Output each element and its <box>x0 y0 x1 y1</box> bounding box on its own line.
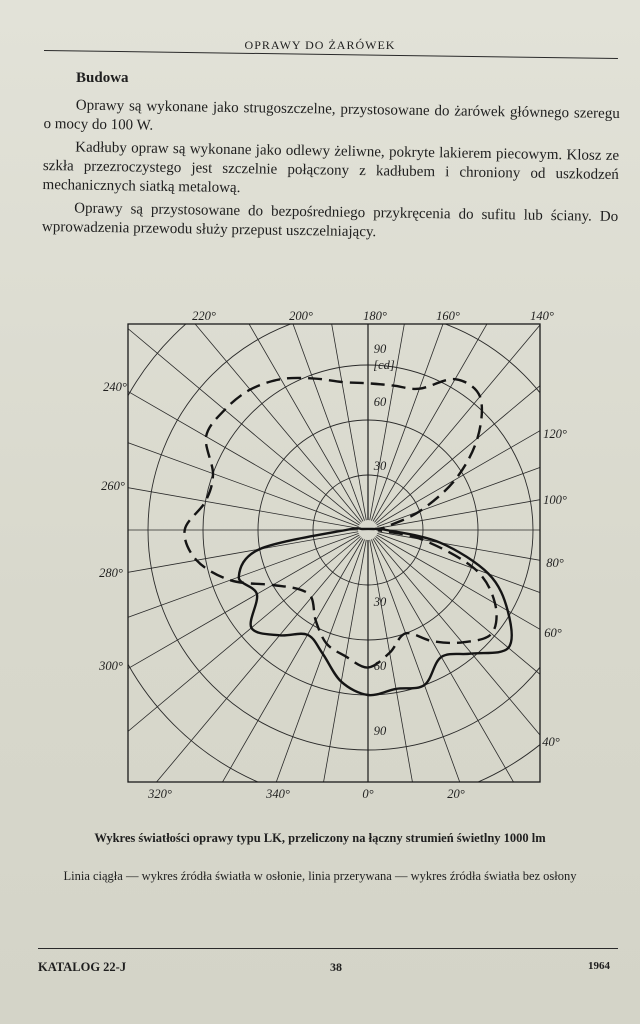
radial-gridline <box>108 300 368 530</box>
radial-gridline <box>368 440 640 530</box>
catalog-label: KATALOG 22-J <box>38 960 127 974</box>
polar-chart-svg <box>0 300 640 820</box>
series-dashed-curve <box>184 378 496 668</box>
angle-tick-label: 140° <box>530 309 554 323</box>
angle-tick-label: 220° <box>192 309 216 323</box>
figure-caption-note: Linia ciągła — wykres źródła światła w osłonie, linia przerywana — wykres źródła światła bez osłony <box>63 869 577 883</box>
angle-tick-label: 0° <box>362 787 374 801</box>
angle-tick-label: 260° <box>101 479 125 493</box>
angle-tick-label: 280° <box>99 566 123 580</box>
radial-gridline <box>278 300 368 530</box>
radial-gridline <box>0 300 368 530</box>
radial-ring <box>93 300 640 805</box>
radial-gridline <box>0 530 368 820</box>
radial-tick-label: 30 <box>373 459 387 473</box>
paragraph: Kadłuby opraw są wykonane jako odlewy żeliwne, pokryte lakierem piecowym. Klosz ze szkła przezroczystego jest szczelnie połączony z kadłubem i chroniony od uszkodzeń mechanicznych siatką metalową. <box>42 139 620 197</box>
angle-tick-label: 80° <box>546 556 564 570</box>
radial-gridline <box>368 530 546 820</box>
radial-gridline <box>368 530 640 820</box>
unit-label: [cd] <box>373 358 395 372</box>
angle-tick-label: 200° <box>289 309 313 323</box>
section-heading: Budowa <box>76 70 129 86</box>
angle-tick-label: 340° <box>266 787 290 801</box>
page-number: 38 <box>330 960 342 974</box>
radial-tick-label: 60 <box>373 395 387 409</box>
angle-tick-label: 180° <box>363 309 387 323</box>
radial-gridline <box>34 300 368 530</box>
angle-tick-label: 320° <box>148 787 172 801</box>
radial-gridline <box>0 530 368 790</box>
angle-tick-label: 100° <box>543 493 567 507</box>
radial-tick-label: 60 <box>373 659 387 673</box>
paragraph: Oprawy są przystosowane do bezpośredniego przykręcenia do sufitu lub ściany. Do wprowadzenia przewodu służy przepust uszczelniający. <box>41 200 619 241</box>
radial-gridline <box>0 300 368 530</box>
paragraph: Oprawy są wykonane jako strugoszczelne, przystosowane do żarówek głównego szeregu o mocy do 100 W. <box>43 97 620 134</box>
angle-tick-label: 60° <box>544 626 562 640</box>
radial-gridline <box>278 530 368 820</box>
angle-tick-label: 300° <box>99 659 123 673</box>
radial-gridline <box>368 300 546 530</box>
running-title: OPRAWY DO ŻARÓWEK <box>244 38 396 52</box>
angle-tick-label: 20° <box>447 787 465 801</box>
angle-tick-label: 160° <box>436 309 460 323</box>
footer-rule <box>38 948 618 949</box>
angle-tick-label: 40° <box>542 735 560 749</box>
figure-caption-title: Wykres światłości oprawy typu LK, przeliczony na łączny strumień świetlny 1000 lm <box>94 831 546 845</box>
radial-tick-label: 30 <box>373 595 387 609</box>
angle-tick-label: 120° <box>543 427 567 441</box>
radial-tick-label: 90 <box>373 724 387 738</box>
polar-chart <box>0 300 640 820</box>
radial-gridline <box>368 530 640 708</box>
radial-gridline <box>368 530 628 820</box>
publication-year: 1964 <box>588 960 610 972</box>
radial-gridline <box>190 300 368 530</box>
radial-gridline <box>368 530 640 820</box>
radial-gridline <box>368 530 640 620</box>
radial-gridline <box>368 300 458 530</box>
body-text <box>42 96 620 250</box>
radial-gridline <box>368 530 458 820</box>
radial-tick-label: 90 <box>373 342 387 356</box>
radial-gridline <box>0 440 368 530</box>
radial-gridline <box>368 352 640 530</box>
radial-gridline <box>368 530 640 790</box>
radial-gridline <box>368 300 640 530</box>
radial-gridline <box>34 530 368 820</box>
angle-tick-label: 240° <box>103 380 127 394</box>
radial-gridline <box>368 300 628 530</box>
